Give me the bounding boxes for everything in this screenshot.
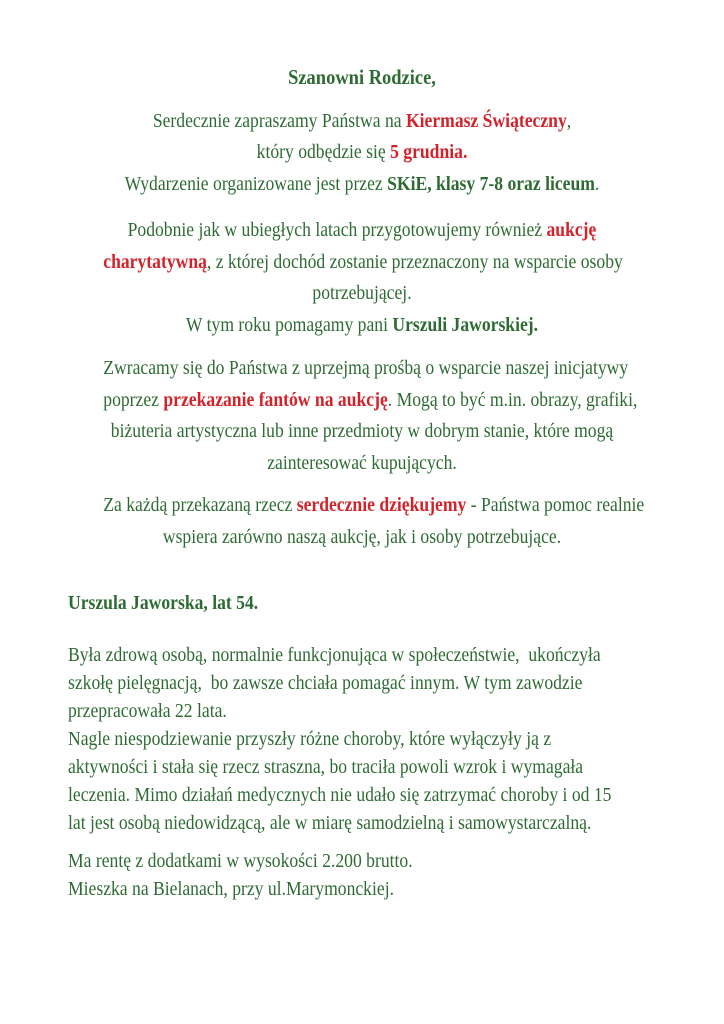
text-line [68, 589, 585, 617]
highlight-text: Kiermasz Świąteczny [405, 109, 567, 132]
highlight-text: aukcję [546, 219, 597, 241]
text-line [103, 522, 620, 554]
paragraph-thanks [68, 490, 656, 553]
body-text: , [566, 109, 572, 132]
text-line [103, 137, 620, 169]
body-text: . Mogą to być m.in. obrazy, grafiki, [387, 388, 638, 411]
text-line [103, 353, 629, 385]
highlight-text: 5 grudnia. [390, 141, 468, 163]
body-text: potrzebującej. [312, 282, 412, 304]
body-text: - Państwa pomoc realnie [466, 494, 645, 516]
text-line [68, 753, 585, 781]
text-line [103, 247, 623, 279]
text-line [68, 781, 612, 809]
body-text: przepracowała 22 lata. [68, 700, 227, 722]
text-line [68, 809, 592, 837]
text-line [103, 416, 620, 448]
paragraph-salutation [68, 62, 656, 94]
body-text: szkołę pielęgnacją, bo zawsze chciała pomagać innym. W tym zawodzie [68, 672, 583, 694]
body-text: aktywności i stała się rzecz straszna, bo traciła powoli wzrok i wymagała [68, 756, 584, 778]
text-line [103, 490, 645, 522]
text-line [103, 169, 620, 201]
body-text: Serdecznie zapraszamy Państwa na [152, 109, 406, 132]
body-text: zainteresować kupujących. [267, 451, 457, 474]
body-text: . [594, 172, 600, 195]
body-text: Podobnie jak w ubiegłych latach przygotowujemy również [127, 219, 547, 241]
text-line [68, 847, 585, 875]
text-line [68, 641, 601, 669]
body-text: poprzez [103, 388, 164, 411]
paragraph-person-heading [68, 589, 656, 617]
text-line [103, 310, 620, 342]
body-text: Była zdrową osobą, normalnie funkcjonująca w społeczeństwie, ukończyła [68, 644, 601, 666]
emphasis-text: Szanowni Rodzice, [288, 65, 436, 89]
text-line [103, 62, 620, 94]
body-text: Wydarzenie organizowane jest przez [124, 172, 388, 195]
text-line [68, 697, 585, 725]
emphasis-text: Urszuli Jaworskiej. [392, 313, 539, 336]
paragraph-request [68, 353, 656, 479]
text-line [103, 106, 620, 138]
text-line [103, 215, 620, 247]
text-line [103, 448, 620, 480]
highlight-text: serdecznie dziękujemy [296, 494, 467, 516]
body-text: który odbędzie się [256, 141, 391, 163]
text-line [103, 278, 620, 310]
body-text: Ma rentę z dodatkami w wysokości 2.200 brutto. [68, 850, 413, 872]
body-text: , z której dochód zostanie przeznaczony na wsparcie osoby [206, 250, 623, 273]
body-text: Mieszka na Bielanach, przy ul.Marymonckiej. [68, 878, 394, 900]
highlight-text: charytatywną [103, 250, 207, 273]
body-text: lat jest osobą niedowidzącą, ale w miarę samodzielną i samowystarczalną. [68, 812, 592, 834]
body-text: leczenia. Mimo działań medycznych nie udało się zatrzymać choroby i od 15 [68, 784, 612, 806]
body-text: Nagle niespodziewanie przyszły różne choroby, które wyłączyły ją z [68, 728, 552, 750]
highlight-text: przekazanie fantów na aukcję [163, 388, 388, 411]
body-text: W tym roku pomagamy pani [185, 313, 393, 336]
text-line [68, 669, 585, 697]
text-line [103, 385, 638, 417]
paragraph-bio [68, 641, 656, 837]
paragraph-income [68, 847, 656, 903]
text-line [68, 875, 585, 903]
body-text: biżuteria artystyczna lub inne przedmioty w dobrym stanie, które mogą [110, 420, 614, 442]
emphasis-text: SKiE, klasy 7-8 oraz liceum [387, 172, 595, 195]
body-text: Zwracamy się do Państwa z uprzejmą prośbą o wsparcie naszej inicjatywy [103, 357, 629, 379]
paragraph-auction [68, 215, 656, 341]
body-text: Za każdą przekazaną rzecz [103, 494, 297, 516]
emphasis-text: Urszula Jaworska, lat 54. [68, 592, 259, 614]
text-line [68, 725, 585, 753]
paragraph-invitation [68, 106, 656, 201]
body-text: wspiera zarówno naszą aukcję, jak i osoby potrzebujące. [162, 525, 562, 548]
